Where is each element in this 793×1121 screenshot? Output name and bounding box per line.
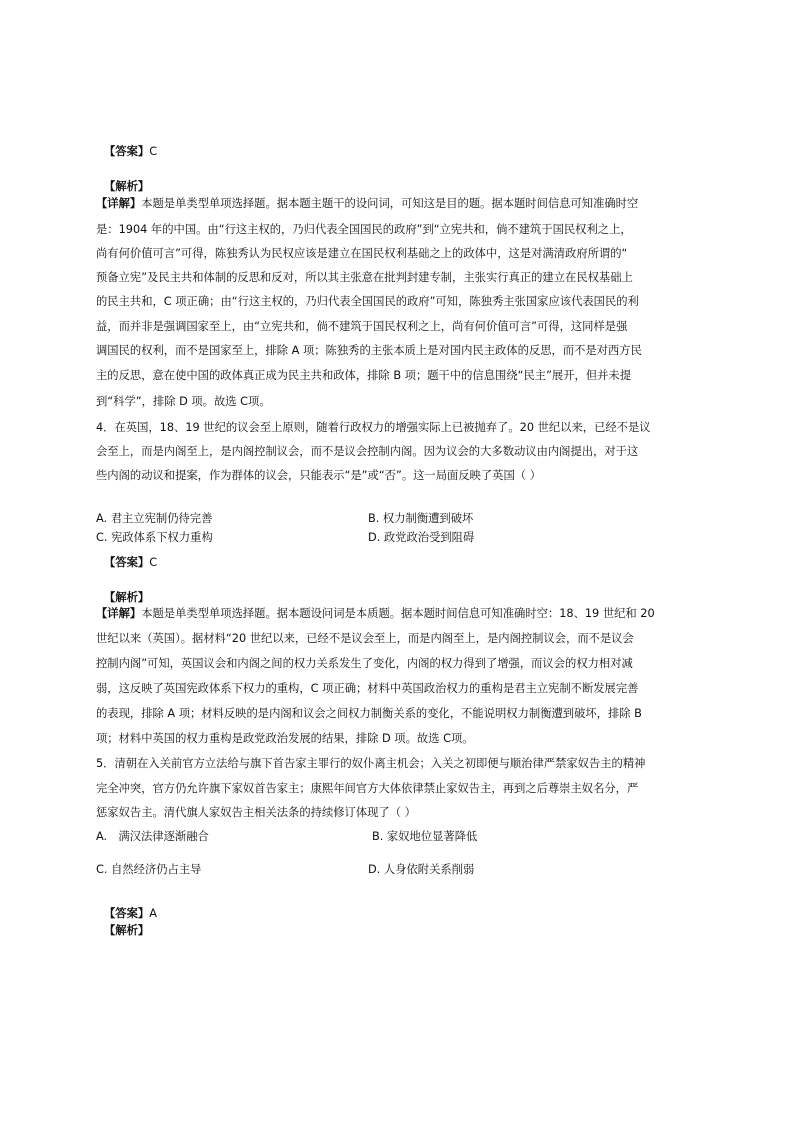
- q5-stem-line: 5．清朝在入关前官方立法给与旗下首告家主罪行的奴仆离主机会；入关之初即便与顺治律严禁家奴告主的精神: [96, 757, 646, 770]
- q4-option-d: D. 政党政治受到阻碍: [368, 531, 475, 544]
- q4-detail-line-0: 【详解】本题是单类型单项选择题。据本题设问词是本质题。据本题时间信息可知准确时空：18、19 世纪和 20: [96, 607, 655, 620]
- q3-detail-line: 到“科学”，排除 D 项。故选 C项。: [96, 395, 271, 408]
- q4-option-a: A. 君主立宪制仍待完善: [96, 512, 213, 525]
- q5-option-c: C. 自然经济仍占主导: [96, 863, 202, 876]
- q3-detail-line: 预备立宪”及民主共和体制的反思和反对，所以其主张意在批判封建专制，主张实行真正的建立在民权基础上: [96, 271, 633, 284]
- answer-value: A: [149, 907, 157, 920]
- analysis-tag: 【解析】: [104, 924, 150, 937]
- detail-tag: 【详解】: [96, 607, 142, 620]
- q5-option-b: B. 家奴地位显著降低: [372, 830, 478, 843]
- q4-detail-line: 世纪以来（英国）。据材料“20 世纪以来，已经不是议会至上，而是内阁至上，是内阁控制议会，而不是议会: [96, 632, 634, 645]
- q5-option-a: A. 满汉法律逐渐融合: [96, 830, 209, 843]
- q4-detail-line: 的表现，排除 A 项；材料反映的是内阁和议会之间权力制衡关系的变化，不能说明权力制衡遭到破坏，排除 B: [96, 707, 642, 720]
- q3-detail-line: 调国民的权利，而不是国家至上，排除 A 项；陈独秀的主张本质上是对国内民主政体的反思，而不是对西方民: [96, 344, 642, 357]
- q4-stem-line: 会至上，而是内阁至上，是内阁控制议会，而不是议会控制内阁。因为议会的大多数动议由内阁提出，对于这: [96, 445, 639, 458]
- q5-stem-line: 惩家奴告主。清代旗人家奴告主相关法条的持续修订体现了（ ）: [96, 806, 416, 819]
- q5-answer-row: [104, 906, 157, 922]
- q4-answer-row: [104, 555, 157, 571]
- q3-detail-line: 主的反思，意在使中国的政体真正成为民主共和政体，排除 B 项；题干中的信息围绕“民主”展开，但并未提: [96, 369, 632, 382]
- q5-option-d: D. 人身依附关系削弱: [368, 863, 475, 876]
- detail-tag: 【详解】: [96, 197, 142, 210]
- answer-value: C: [149, 556, 158, 569]
- q3-detail-line: 是：1904 年的中国。由“行这主权的，乃归代表全国国民的政府”到“立宪共和，倘不建筑于国民权利之上，: [96, 223, 632, 236]
- q3-detail-line: 的民主共和，C 项正确；由“行这主权的，乃归代表全国国民的政府”可知，陈独秀主张国家应该代表国民的利: [96, 295, 639, 308]
- q4-detail-line: 控制内阁”可知，英国议会和内阁之间的权力关系发生了变化，内阁的权力得到了增强，而议会的权力相对减: [96, 657, 633, 670]
- q3-detail-line-0: 【详解】本题是单类型单项选择题。据本题主题干的设问词，可知这是目的题。据本题时间信息可知准确时空: [96, 197, 639, 210]
- analysis-tag: 【解析】: [104, 180, 150, 193]
- q3-answer-row: [104, 144, 157, 160]
- q3-detail-line: 尚有何价值可言”可得，陈独秀认为民权应该是建立在国民权利基础之上的政体中，这是对满清政府所谓的“: [96, 247, 628, 260]
- q5-stem-line: 完全冲突，官方仍允许旗下家奴首告家主；康熙年间官方大体依律禁止家奴告主，再到之后尊崇主奴名分，严: [96, 782, 639, 795]
- analysis-tag: 【解析】: [104, 591, 150, 604]
- q4-stem-line: 些内阁的动议和提案，作为群体的议会，只能表示“是”或“否”。这一局面反映了英国（ ）: [96, 469, 541, 482]
- q4-stem-line: 4．在英国，18、19 世纪的议会至上原则，随着行政权力的增强实际上已被抛弃了。20 世纪以来，已经不是议: [96, 421, 651, 434]
- q3-detail-line: 益，而并非是强调国家至上，由“立宪共和，倘不建筑于国民权利之上，尚有何价值可言”可得，这同样是强: [96, 320, 628, 333]
- answer-tag: 【答案】: [104, 907, 150, 920]
- answer-tag: 【答案】: [104, 556, 150, 569]
- q4-option-b: B. 权力制衡遭到破坏: [368, 512, 474, 525]
- q4-option-c: C. 宪政体系下权力重构: [96, 531, 213, 544]
- answer-value: C: [149, 145, 158, 158]
- answer-tag: 【答案】: [104, 145, 150, 158]
- q4-detail-line: 弱，这反映了英国宪政体系下权力的重构，C 项正确；材料中英国政治权力的重构是君主立宪制不断发展完善: [96, 682, 639, 695]
- q4-detail-line: 项；材料中英国的权力重构是政党政治发展的结果，排除 D 项。故选 C项。: [96, 732, 474, 745]
